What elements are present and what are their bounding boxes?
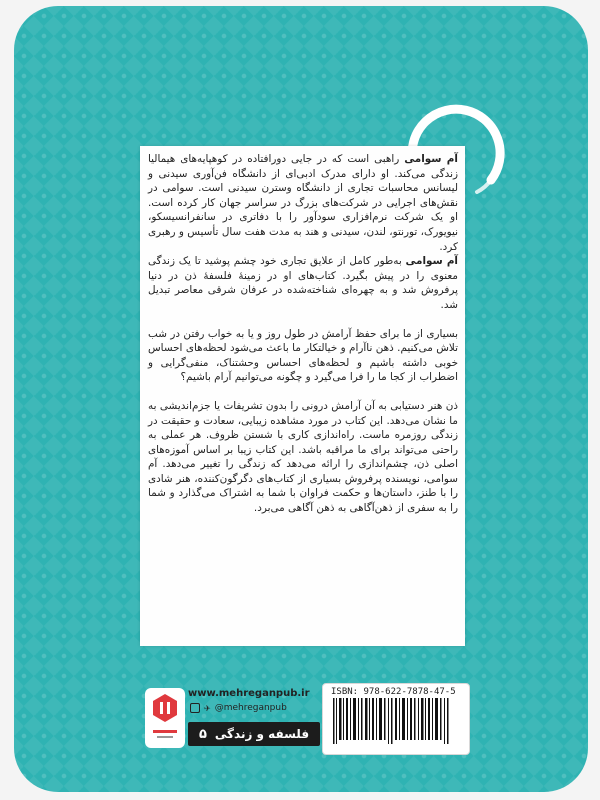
- telegram-icon: ✈: [204, 703, 211, 713]
- publisher-logo-icon: [145, 688, 185, 748]
- series-band: [188, 722, 320, 746]
- paragraph-author-1: آم سوامی راهبی است که در جایی دورافتاده در کوهپایه‌های هیمالیا زندگی می‌کند. او دارای مدرک ادبی‌ای از دانشگاه فن‌آوری سیدنی و لیسانس محاسبات تجاری از دانشگاه وسترن سیدنی است. سوامی در نقش‌های اجرایی در شرکت‌های بزرگ در سراسر جهان کار کرده است. او یک شرکت نرم‌افزاری سودآور را با دفاتری در سانفرانسیسکو، نیویورک، تورنتو، لندن، سیدنی و هند به مدت هفت سال تأسیس و رهبری کرد.: [148, 153, 458, 253]
- barcode-icon: [331, 698, 461, 748]
- paragraph-intro: بسیاری از ما برای حفظ آرامش در طول روز و یا به خواب رفتن در شب تلاش می‌کنیم. ذهن ناآرام و خیالتکار ما باعث می‌شود لحظه‌های احساس خوبی داشته باشیم و لحظه‌های احساس وحشتناک، منفی‌گرایی و اضطراب از کجا ما را فرا می‌گیرد و چگونه می‌توانیم آرام باشیم؟: [148, 327, 458, 384]
- social-handle: @mehreganpub: [214, 703, 287, 713]
- isbn-text: ISBN: 978-622-7878-47-5: [331, 687, 456, 697]
- publisher-website[interactable]: www.mehreganpub.ir: [188, 688, 310, 699]
- series-number: ۵: [198, 726, 207, 742]
- series-title: فلسفه و زندگی: [214, 727, 310, 741]
- paragraph-about-book: ذن هنر دستیابی به آن آرامش درونی را بدون تشریفات یا جزم‌اندیشی به ما نشان می‌دهد. این کتاب در مورد مشاهده زیبایی، سعادت و حقیقت در زندگی روزمره ماست. راه‌اندازی کاری با شستن ظروف. هر عملی به راحتی می‌تواند برای ما مراقبه باشد. این کتاب زیبا بر اساس آموزه‌های اصلی ذن، چشم‌اندازی را ارائه می‌دهد که زندگی را تغییر می‌دهد. آم سوامی، نویسنده پرفروش بسیاری از کتاب‌های دگرگون‌کننده، هنر شادی را با طنز، داستان‌ها و حکمت فراوان با شما به اشتراک می‌گذارد و شما را به سفری از ذهن‌آگاهی به ذهن آگاهی می‌برد.: [148, 399, 458, 515]
- barcode-box: [322, 683, 470, 755]
- instagram-icon: [190, 703, 200, 713]
- description-text: [148, 152, 458, 516]
- publisher-social[interactable]: [190, 703, 287, 713]
- paragraph-author-2: آم سوامی به‌طور کامل از علایق تجاری خود چشم پوشید تا یک زندگی معنوی را در پیش بگیرد. کتاب‌های او در زمینهٔ فلسفهٔ ذن در دنیا پرفروش شد و به چهره‌ای شناخته‌شده در عرفان شرقی معاصر تبدیل شد.: [148, 255, 458, 311]
